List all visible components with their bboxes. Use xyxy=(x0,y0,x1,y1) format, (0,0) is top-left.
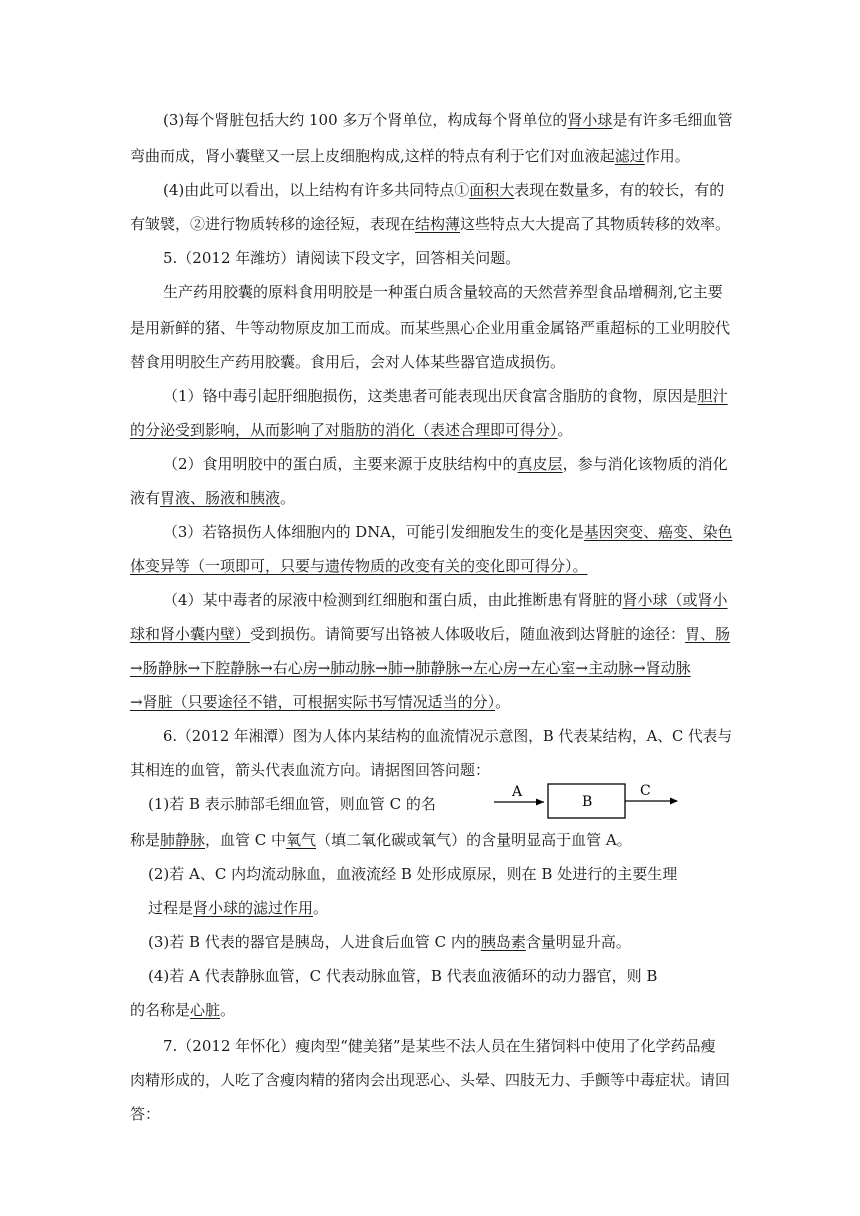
blood-flow-diagram xyxy=(494,778,684,822)
text: 。 xyxy=(313,899,329,917)
text: 作用。 xyxy=(644,147,690,165)
text: （2）食用明胶中的蛋白质，主要来源于皮肤结构中的 xyxy=(163,455,518,473)
text: （填二氧化碳或氧气）的含量明显高于血管 A。 xyxy=(316,831,632,849)
text: 。 xyxy=(495,693,511,711)
answer-3-line-2 xyxy=(130,146,690,166)
label-a: A xyxy=(512,784,523,800)
answer-underline: →肠静脉→下腔静脉→右心房→肺动脉→肺→肺静脉→左心房→左心室→主动脉→肾动脉 xyxy=(130,659,691,677)
answer-underline: 胃液、肠液和胰液 xyxy=(160,489,281,507)
q5-answer-2-line-1 xyxy=(163,454,728,474)
answer-underline: 肾小球的滤过作用 xyxy=(193,899,314,917)
question-6-title-1: 6.（2012 年湘潭）图为人体内某结构的血流情况示意图，B 代表某结构，A、C 代表与 xyxy=(163,727,733,745)
q5-answer-1-line-1 xyxy=(163,386,728,406)
text: 称是 xyxy=(130,831,161,849)
arrow-c-head xyxy=(670,798,678,805)
q6-sub-4-line-2 xyxy=(130,1000,235,1020)
answer-3-line-1 xyxy=(163,110,732,130)
q6-sub-4-line-1: (4)若 A 代表静脉血管，C 代表动脉血管，B 代表血液循环的动力器官，则 B xyxy=(148,967,658,985)
question-5-intro-2: 是用新鲜的猪、牛等动物原皮加工而成。而某些黑心企业用重金属铬严重超标的工业明胶代 xyxy=(130,319,731,337)
answer-underline: 基因突变、癌变、染色 xyxy=(583,523,733,541)
answer-underline: 肾小球 xyxy=(567,111,613,129)
question-6-title-2: 其相连的血管，箭头代表血流方向。请据图回答问题： xyxy=(130,761,491,779)
answer-underline: 真皮层 xyxy=(517,455,563,473)
answer-underline: 肾小球（或肾小 xyxy=(622,591,728,609)
text: (3)每个肾脏包括大约 100 多万个肾单位，构成每个肾单位的 xyxy=(163,111,568,129)
text: （3）若铬损伤人体细胞内的 DNA，可能引发细胞发生的变化是 xyxy=(163,523,584,541)
text: 弯曲而成，肾小囊壁又一层上皮细胞构成,这样的特点有利于它们对血液起 xyxy=(130,147,615,165)
answer-4-line-2 xyxy=(130,214,730,234)
answer-underline: 胃、肠 xyxy=(685,625,731,643)
q5-answer-4-line-4 xyxy=(130,692,510,712)
q6-sub-3 xyxy=(148,932,631,952)
text: (3)若 B 代表的器官是胰岛，人进食后血管 C 内的 xyxy=(148,933,481,951)
text: 有皱襞，②进行物质转移的途径短，表现在 xyxy=(130,215,416,233)
answer-underline: 胆汁 xyxy=(697,387,728,405)
answer-underline: 滤过 xyxy=(614,147,645,165)
answer-underline: 面积大 xyxy=(469,181,515,199)
text: 。 xyxy=(557,421,573,439)
question-5-title: 5.（2012 年潍坊）请阅读下段文字，回答相关问题。 xyxy=(163,249,521,267)
arrow-a-head xyxy=(536,799,544,806)
label-c: C xyxy=(640,783,651,799)
question-7-line-3: 答： xyxy=(130,1105,161,1123)
q5-answer-3-line-1 xyxy=(163,522,732,542)
q5-answer-3-line-2 xyxy=(130,556,588,576)
q5-answer-4-line-1 xyxy=(163,590,728,610)
answer-underline: →肾脏（只要途径不错，可根据实际书写情况适当的分） xyxy=(130,693,496,711)
q5-answer-4-line-2 xyxy=(130,624,730,644)
text: (4)由此可以看出，以上结构有许多共同特点① xyxy=(163,181,470,199)
answer-underline: 胰岛素 xyxy=(480,933,526,951)
q6-sub-1-line-2 xyxy=(130,830,632,850)
text: 这些特点大大提高了其物质转移的效率。 xyxy=(460,215,731,233)
q6-sub-2-line-2 xyxy=(148,898,328,918)
text: 受到损伤。请简要写出铬被人体吸收后，随血液到达肾脏的途径： xyxy=(250,625,686,643)
q5-answer-1-line-2 xyxy=(130,420,573,440)
text: ，参与消化该物质的消化 xyxy=(562,455,728,473)
answer-underline: 的分泌受到影响，从而影响了对脂肪的消化（表述合理即可得分） xyxy=(130,421,558,439)
answer-underline: 体变异等（一项即可，只要与遗传物质的改变有关的变化即可得分）。 xyxy=(130,557,588,575)
text: ，血管 C 中 xyxy=(205,831,287,849)
q5-answer-2-line-2 xyxy=(130,488,295,508)
text: 过程是 xyxy=(148,899,194,917)
text: 。 xyxy=(280,489,296,507)
answer-underline: 氧气 xyxy=(286,831,317,849)
answer-underline: 心脏 xyxy=(190,1001,221,1019)
question-7-line-1: 7.（2012 年怀化）瘦肉型“健美猪”是某些不法人员在生猪饲料中使用了化学药品瘦 xyxy=(163,1037,716,1055)
text: 液有 xyxy=(130,489,161,507)
text: 的名称是 xyxy=(130,1001,191,1019)
text: 表现在数量多，有的较长，有的 xyxy=(514,181,725,199)
question-7-line-2: 肉精形成的，人吃了含瘦肉精的猪肉会出现恶心、头晕、四肢无力、手颤等中毒症状。请回 xyxy=(130,1071,731,1089)
text: （1）铬中毒引起肝细胞损伤，这类患者可能表现出厌食富含脂肪的食物，原因是 xyxy=(163,387,698,405)
text: 。 xyxy=(220,1001,236,1019)
answer-underline: 结构薄 xyxy=(415,215,461,233)
text: 是有许多毛细血管 xyxy=(612,111,733,129)
question-5-intro-1: 生产药用胶囊的原料食用明胶是一种蛋白质含量较高的天然营养型食品增稠剂,它主要 xyxy=(163,283,723,301)
text: （4）某中毒者的尿液中检测到红细胞和蛋白质，由此推断患有肾脏的 xyxy=(163,591,623,609)
question-5-intro-3: 替食用明胶生产药用胶囊。食用后，会对人体某些器官造成损伤。 xyxy=(130,353,566,371)
label-b: B xyxy=(582,794,593,810)
answer-underline: 球和肾小囊内壁） xyxy=(130,625,251,643)
answer-underline: 肺静脉 xyxy=(160,831,206,849)
q5-answer-4-line-3 xyxy=(130,658,691,678)
q6-sub-1-line-1: (1)若 B 表示肺部毛细血管，则血管 C 的名 xyxy=(148,795,436,813)
q6-sub-2-line-1: (2)若 A、C 内均流动脉血，血液流经 B 处形成原尿，则在 B 处进行的主要生理 xyxy=(148,865,678,883)
answer-4-line-1 xyxy=(163,180,724,200)
text: 含量明显升高。 xyxy=(525,933,631,951)
